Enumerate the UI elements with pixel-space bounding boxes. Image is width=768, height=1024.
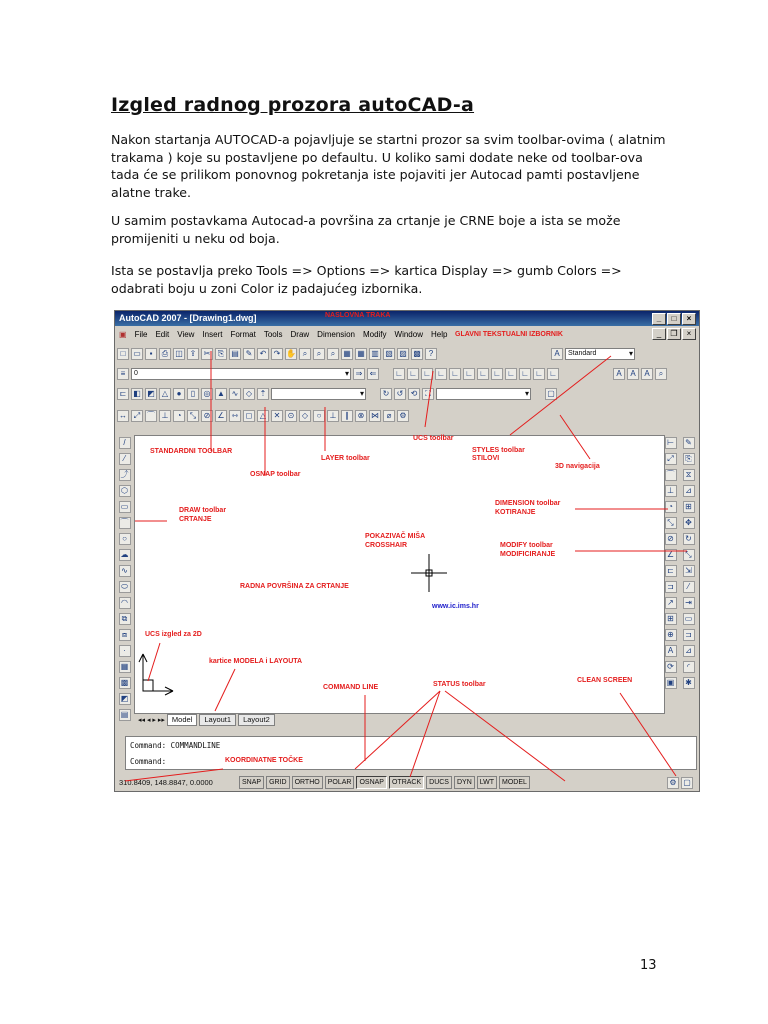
ucs-zaxis-icon[interactable]: ∟ <box>533 368 545 380</box>
maximize-icon[interactable]: □ <box>667 313 681 325</box>
osnap-nearest-icon[interactable]: ⋈ <box>371 410 379 420</box>
status-model[interactable]: MODEL <box>499 776 530 789</box>
tool-palettes-icon[interactable]: ▥ <box>369 348 381 360</box>
status-dyn[interactable]: DYN <box>454 776 475 789</box>
menu-file[interactable]: File <box>134 329 148 339</box>
text-icon[interactable]: A <box>627 368 639 380</box>
status-lwt[interactable]: LWT <box>477 776 497 789</box>
ucs-object-icon[interactable]: ∟ <box>463 368 475 380</box>
dim-style-v-icon[interactable]: ▣ <box>665 677 677 689</box>
status-ortho[interactable]: ORTHO <box>292 776 323 789</box>
command-prompt[interactable]: Command: <box>130 757 167 766</box>
dim-linear-v-icon[interactable]: ⊢ <box>665 437 677 449</box>
undo-icon[interactable]: ↶ <box>257 348 269 360</box>
doc-close-icon[interactable]: × <box>682 328 696 340</box>
line-icon[interactable]: / <box>119 437 131 449</box>
menu-insert[interactable]: Insert <box>202 329 223 339</box>
label-clean-screen: CLEAN SCREEN <box>577 677 633 684</box>
status-grid[interactable]: GRID <box>266 776 290 789</box>
point-icon[interactable]: · <box>119 645 131 657</box>
multiline-text-icon[interactable]: A <box>613 368 625 380</box>
publish-icon[interactable]: ⇪ <box>187 348 199 360</box>
label-draw-toolbar: DRAW toolbar <box>179 507 227 514</box>
osnap-perpendicular-icon[interactable]: ⊥ <box>327 410 339 422</box>
markup-icon[interactable]: ▨ <box>397 348 409 360</box>
clean-screen-top-icon[interactable]: ▢ <box>545 388 557 400</box>
draw-toolbar-vertical <box>117 437 132 721</box>
dim-radius-v-icon[interactable]: ◔ <box>665 501 677 513</box>
redo-icon[interactable]: ↷ <box>271 348 283 360</box>
polygon-icon[interactable]: ⬡ <box>119 485 131 497</box>
box-icon[interactable]: ◧ <box>131 388 143 400</box>
diameter-icon[interactable]: ⊘ <box>201 410 213 422</box>
ucs-icon-2d <box>139 654 173 695</box>
text-edit-icon[interactable]: A <box>641 368 653 380</box>
polysolid-icon[interactable]: ⊏ <box>117 388 129 400</box>
modify-toolbar-vertical <box>681 437 696 689</box>
zoom-previous-icon[interactable]: ⌕ <box>327 348 339 360</box>
label-status-toolbar: STATUS toolbar <box>433 681 486 688</box>
properties-icon[interactable]: ▦ <box>341 348 353 360</box>
label-modify-toolbar: MODIFY toolbar <box>500 542 553 549</box>
close-icon[interactable]: × <box>682 313 696 325</box>
copy-object-icon[interactable]: ⎘ <box>683 453 695 465</box>
pan-icon[interactable]: ✋ <box>286 348 296 358</box>
osnap-none-icon[interactable]: ⌀ <box>383 410 395 422</box>
dim-arc-v-icon[interactable]: ⌒ <box>666 470 675 479</box>
label-modificiranje: MODIFICIRANJE <box>500 551 556 558</box>
clean-screen-icon[interactable]: ▢ <box>681 777 693 789</box>
status-bar <box>115 774 699 791</box>
ucs-x-icon[interactable]: ∟ <box>505 368 517 380</box>
ucs-world-icon[interactable]: ∟ <box>407 368 419 380</box>
dim-continue-v-icon[interactable]: ⊐ <box>665 581 677 593</box>
tab-layout2[interactable]: Layout2 <box>238 714 275 726</box>
walk-icon[interactable]: ⛶ <box>422 388 434 400</box>
label-standardni-toolbar: STANDARDNI TOOLBAR <box>150 448 233 455</box>
osnap-midpoint-icon[interactable]: △ <box>257 410 269 422</box>
orbit-icon[interactable]: ↻ <box>380 388 392 400</box>
status-osnap[interactable]: OSNAP <box>356 776 387 789</box>
ucs-y-icon[interactable]: ∟ <box>519 368 531 380</box>
tab-model[interactable]: Model <box>167 714 197 726</box>
mirror-icon[interactable]: ⧖ <box>683 469 695 481</box>
dimension-toolbar-vertical <box>663 437 678 689</box>
dim-aligned-v-icon[interactable]: ⤢ <box>665 453 677 465</box>
website-label: www.ic.ims.hr <box>432 603 479 610</box>
gradient-icon[interactable]: ▩ <box>119 677 131 689</box>
visual-style-select[interactable] <box>271 388 366 400</box>
command-line[interactable] <box>125 736 697 770</box>
paragraph-background: U samim postavkama Autocad-a površina za crtanje je CRNE boje a ista se može promijeniti u neku od boja. <box>111 213 621 246</box>
ucs-icon[interactable]: ∟ <box>393 368 405 380</box>
radius-icon[interactable]: ◔ <box>173 410 185 422</box>
cone-icon[interactable]: △ <box>159 388 171 400</box>
tab-nav-icon[interactable]: ◂◂ ◂ ▸ ▸▸ <box>138 717 165 724</box>
dim-edit-v-icon[interactable]: A <box>665 645 677 657</box>
erase-icon[interactable]: ✎ <box>683 437 695 449</box>
polyline-icon[interactable]: ⤴ <box>120 470 129 479</box>
arc-icon[interactable]: ⌒ <box>120 518 129 527</box>
trim-icon[interactable]: ⁄ <box>683 581 695 593</box>
menu-edit[interactable]: Edit <box>155 329 170 339</box>
ucs-view-icon[interactable]: ∟ <box>491 368 503 380</box>
osnap-endpoint-icon[interactable]: ◻ <box>243 410 255 422</box>
label-koordinatne-tocke: KOORDINATNE TOČKE <box>225 757 303 764</box>
tab-layout1[interactable]: Layout1 <box>199 714 236 726</box>
table-icon[interactable]: ▤ <box>119 709 131 721</box>
layer-select[interactable]: 0 ▾ <box>131 368 351 380</box>
osnap-node-icon[interactable]: ⊗ <box>355 410 367 422</box>
modeling-toolbar <box>117 385 697 402</box>
zoom-realtime-icon[interactable]: ⌕ <box>299 348 311 360</box>
match-icon[interactable]: ✎ <box>243 348 255 360</box>
preview-icon[interactable]: ◫ <box>173 348 185 360</box>
calculator-icon[interactable]: ▩ <box>411 348 423 360</box>
label-pokazivac-misa: POKAZIVAČ MIŠA <box>365 533 426 540</box>
layout-tabs <box>134 714 665 726</box>
hatch-icon[interactable]: ▦ <box>119 661 131 673</box>
menu-help[interactable]: Help <box>430 329 448 339</box>
label-crtanje: CRTANJE <box>179 516 212 523</box>
label-dimension-toolbar: DIMENSION toolbar <box>495 500 561 507</box>
menu-dimension[interactable]: Dimension <box>317 329 355 339</box>
stretch-icon[interactable]: ⇲ <box>683 565 695 577</box>
dim-baseline-v-icon[interactable]: ⊏ <box>665 565 677 577</box>
zoom-window-icon[interactable]: ⌕ <box>313 348 325 360</box>
menu-modify[interactable]: Modify <box>362 329 387 339</box>
linear-dim-icon[interactable]: ↔ <box>119 410 127 420</box>
helix-icon[interactable]: ∿ <box>229 388 241 400</box>
rotate-icon[interactable]: ↻ <box>683 533 695 545</box>
tray-settings-icon[interactable]: ⚙ <box>667 777 679 789</box>
label-naslovna-traka: NASLOVNA TRAKA <box>325 312 391 319</box>
region-icon[interactable]: ◩ <box>119 693 131 705</box>
planar-icon[interactable]: ◇ <box>243 388 255 400</box>
label-kotiranje: KOTIRANJE <box>495 509 536 516</box>
array-icon[interactable]: ⊞ <box>683 501 695 513</box>
paragraph-intro: Nakon startanja AUTOCAD-a pojavljuje se startni prozor sa svim toolbar-ovima ( alatnim trakama ) koje su postavljene po defaultu. U koliko sami dodate neke od toolbar-ova tada će se prilikom ponovnog pokretanja iste pojaviti jer Autocad pamti postavljene alatne trake. <box>111 132 666 200</box>
label-ucs-2d: UCS izgled za 2D <box>145 631 202 638</box>
ucs-z-icon[interactable]: ∟ <box>435 368 447 380</box>
join-icon[interactable]: ⊐ <box>683 629 695 641</box>
find-icon[interactable]: ⌕ <box>655 368 667 380</box>
copy-icon[interactable]: ⎘ <box>215 348 227 360</box>
menu-window[interactable]: Window <box>394 329 423 339</box>
label-osnap-toolbar: OSNAP toolbar <box>250 471 301 478</box>
move-icon[interactable]: ✥ <box>683 517 695 529</box>
dim-angular-v-icon[interactable]: ∠ <box>665 549 677 561</box>
osnap-quadrant-icon[interactable]: ◇ <box>299 410 311 422</box>
fillet-icon[interactable]: ◜ <box>683 661 695 673</box>
menu-view[interactable]: View <box>177 329 195 339</box>
window-title: AutoCAD 2007 - [Drawing1.dwg] <box>119 313 257 323</box>
command-history-line: Command: COMMANDLINE <box>130 741 221 750</box>
label-ucs-toolbar: UCS toolbar <box>413 435 454 442</box>
ellipse-arc-icon[interactable]: ◠ <box>119 597 131 609</box>
explode-icon[interactable]: ✱ <box>683 677 695 689</box>
scale-icon[interactable]: ⤡ <box>683 549 695 561</box>
revision-cloud-icon[interactable]: ☁ <box>120 550 129 559</box>
chamfer-icon[interactable]: ⊿ <box>683 645 695 657</box>
break-icon[interactable]: ▭ <box>683 613 695 625</box>
circle-icon[interactable]: ○ <box>119 533 131 545</box>
text-style-icon[interactable]: A <box>551 348 563 360</box>
construction-line-icon[interactable]: ⁄ <box>119 453 131 465</box>
title-bar <box>115 311 699 326</box>
minimize-icon[interactable]: _ <box>652 313 666 325</box>
dim-center-v-icon[interactable]: ⊕ <box>665 629 677 641</box>
status-snap[interactable]: SNAP <box>239 776 264 789</box>
torus-icon[interactable]: ◎ <box>201 388 213 400</box>
ordinate-icon[interactable]: ⊥ <box>159 410 171 422</box>
help-icon[interactable]: ? <box>425 348 437 360</box>
sphere-icon[interactable]: ● <box>173 388 185 400</box>
make-current-icon[interactable]: ⇒ <box>353 368 365 380</box>
angular-icon[interactable]: ∠ <box>215 410 227 422</box>
label-stilovi: STILOVI <box>472 455 500 462</box>
doc-restore-icon[interactable]: ❐ <box>667 328 681 340</box>
status-ducs[interactable]: DUCS <box>426 776 452 789</box>
layer-toolbar <box>117 365 697 382</box>
text-style-select[interactable]: Standard ▾ <box>565 348 635 360</box>
offset-icon[interactable]: ⊿ <box>683 485 695 497</box>
draw-dim-toolbar <box>117 407 697 424</box>
dim-tolerance-v-icon[interactable]: ⊞ <box>665 613 677 625</box>
quick-dim-icon[interactable]: ⇿ <box>229 410 241 422</box>
continuous-orbit-icon[interactable]: ⟲ <box>408 388 420 400</box>
menu-bar <box>115 327 699 341</box>
dim-jogged-v-icon[interactable]: ⤡ <box>665 517 677 529</box>
cut-icon[interactable]: ✂ <box>201 348 213 360</box>
free-orbit-icon[interactable]: ↺ <box>394 388 406 400</box>
ucs-face-icon[interactable]: ∟ <box>477 368 489 380</box>
menu-draw[interactable]: Draw <box>290 329 310 339</box>
label-command-line: COMMAND LINE <box>323 684 379 691</box>
label-layer-toolbar: LAYER toolbar <box>321 455 370 462</box>
make-block-icon[interactable]: ⧈ <box>119 629 131 641</box>
plot-icon[interactable]: ⎙ <box>159 348 171 360</box>
pyramid-icon[interactable]: ▲ <box>215 388 227 400</box>
coordinates-readout: 310.8409, 148.8847, 0.0000 <box>119 778 213 787</box>
ucs-3point-icon[interactable]: ∟ <box>449 368 461 380</box>
app-icon[interactable]: ▣ <box>119 329 127 339</box>
design-center-icon[interactable]: ▦ <box>355 348 367 360</box>
ellipse-icon[interactable]: ⬭ <box>119 581 131 593</box>
osnap-tangent-icon[interactable]: ○ <box>313 410 325 422</box>
ucs-origin-icon[interactable]: ∟ <box>421 368 433 380</box>
paragraph-options: Ista se postavlja preko Tools => Options => kartica Display => gumb Colors => odabrati boju u zoni Color iz padajućeg izbornika. <box>111 263 622 296</box>
label-styles-toolbar: STYLES toolbar <box>472 447 525 454</box>
standard-toolbar <box>117 345 697 362</box>
save-icon[interactable]: ▪ <box>145 348 157 360</box>
extrude-icon[interactable]: ⇡ <box>257 388 269 400</box>
status-otrack[interactable]: OTRACK <box>389 776 424 789</box>
spline-icon[interactable]: ∿ <box>119 565 131 577</box>
autocad-screenshot <box>114 310 700 792</box>
dim-leader-v-icon[interactable]: ↗ <box>665 597 677 609</box>
new-icon[interactable]: □ <box>117 348 129 360</box>
sheet-set-icon[interactable]: ▧ <box>383 348 395 360</box>
dim-diameter-v-icon[interactable]: ⊘ <box>665 533 677 545</box>
status-polar[interactable]: POLAR <box>325 776 355 789</box>
layer-manager-icon[interactable]: ≡ <box>117 368 129 380</box>
crosshair-icon <box>411 554 447 592</box>
doc-minimize-icon[interactable]: _ <box>652 328 666 340</box>
label-3d-navigacija: 3D navigacija <box>555 463 600 470</box>
menu-format[interactable]: Format <box>230 329 256 339</box>
jogged-icon[interactable]: ⤡ <box>187 410 199 422</box>
insert-block-icon[interactable]: ⧉ <box>119 613 131 625</box>
cylinder-icon[interactable]: ▯ <box>187 388 199 400</box>
dim-update-v-icon[interactable]: ⟳ <box>665 661 677 673</box>
osnap-intersection-icon[interactable]: ✕ <box>271 410 283 422</box>
page-number: 13 <box>640 958 657 973</box>
layer-previous-icon[interactable]: ⇐ <box>367 368 379 380</box>
arc-length-icon[interactable]: ⌒ <box>147 410 155 420</box>
label-crosshair: CROSSHAIR <box>365 542 408 549</box>
osnap-center-icon[interactable]: ⊙ <box>285 410 297 422</box>
dim-ordinate-v-icon[interactable]: ⊥ <box>665 485 677 497</box>
view-select[interactable] <box>436 388 531 400</box>
label-kartice: kartice MODELA i LAYOUTA <box>209 658 303 665</box>
menu-tools[interactable]: Tools <box>263 329 283 339</box>
label-glavni-izbornik: GLAVNI TEKSTUALNI IZBORNIK <box>455 331 563 338</box>
osnap-parallel-icon[interactable]: ∥ <box>341 410 353 422</box>
label-radna-povrsina: RADNA POVRŠINA ZA CRTANJE <box>240 583 349 590</box>
open-icon[interactable]: ▭ <box>131 348 143 360</box>
rectangle-icon[interactable]: ▭ <box>119 501 131 513</box>
page-heading: Izgled radnog prozora autoCAD-a <box>111 94 475 116</box>
paste-icon[interactable]: ▤ <box>229 348 241 360</box>
extend-icon[interactable]: ⇥ <box>683 597 695 609</box>
aligned-dim-icon[interactable]: ⤢ <box>131 410 143 422</box>
wedge-icon[interactable]: ◩ <box>145 388 157 400</box>
osnap-settings-icon[interactable]: ⚙ <box>397 410 409 422</box>
ucs-apply-icon[interactable]: ∟ <box>547 368 559 380</box>
drawing-area[interactable] <box>134 435 665 714</box>
